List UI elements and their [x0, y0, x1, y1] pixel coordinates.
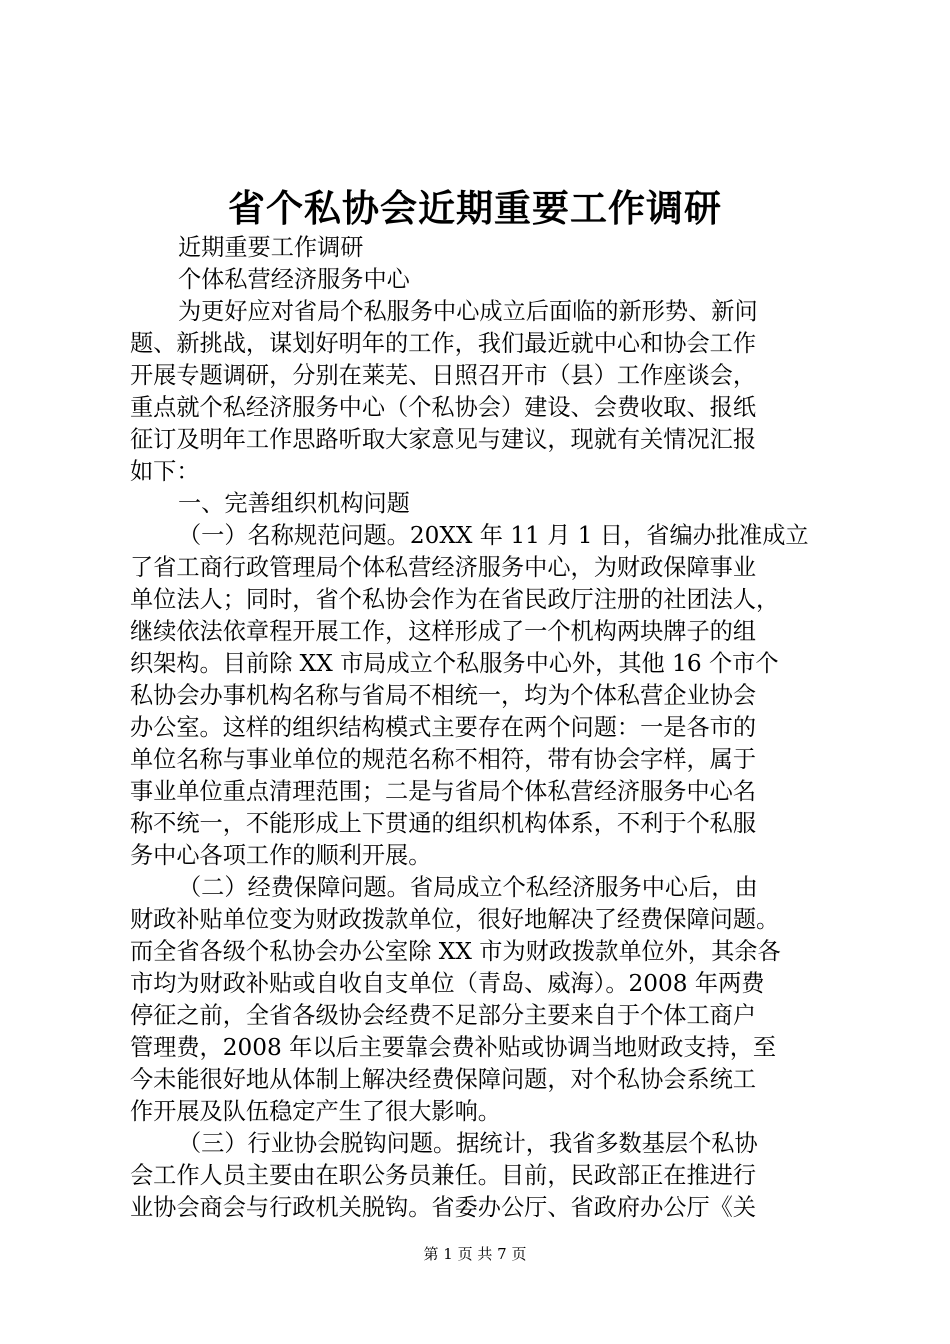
text-line: 单位法人；同时，省个私协会作为在省民政厅注册的社团法人， [130, 586, 780, 613]
text-line: 办公室。这样的组织结构模式主要存在两个问题：一是各市的 [130, 714, 757, 741]
page-footer: 第 1 页 共 7 页 [423, 1245, 527, 1263]
text-line: 为更好应对省局个私服务中心成立后面临的新形势、新问 [178, 298, 758, 325]
text-line: 如下： [130, 458, 200, 485]
text-line: 市均为财政补贴或自收自支单位（青岛、威海）。2008 年两费 [130, 970, 765, 997]
text-line: 而全省各级个私协会办公室除 XX 市为财政拨款单位外，其余各 [130, 938, 781, 965]
text-line: 管理费，2008 年以后主要靠会费补贴或协调当地财政支持，至 [130, 1034, 777, 1061]
document-title: 省个私协会近期重要工作调研 [228, 186, 722, 230]
text-line: 今未能很好地从体制上解决经费保障问题，对个私协会系统工 [130, 1066, 757, 1093]
text-line: 财政补贴单位变为财政拨款单位，很好地解决了经费保障问题。 [130, 906, 780, 933]
text-line: 私协会办事机构名称与省局不相统一，均为个体私营企业协会 [130, 682, 757, 709]
text-line: 单位名称与事业单位的规范名称不相符，带有协会字样，属于 [130, 746, 757, 773]
text-line: 开展专题调研，分别在莱芜、日照召开市（县）工作座谈会， [130, 362, 757, 389]
text-line: 个体私营经济服务中心 [178, 266, 410, 293]
text-line: 业协会商会与行政机关脱钩。省委办公厅、省政府办公厅《关 [130, 1194, 757, 1221]
text-line: 了省工商行政管理局个体私营经济服务中心，为财政保障事业 [130, 554, 757, 581]
text-line: 务中心各项工作的顺利开展。 [130, 842, 432, 869]
text-line: 织架构。目前除 XX 市局成立个私服务中心外，其他 16 个市个 [130, 650, 779, 677]
text-line: 会工作人员主要由在职公务员兼任。目前，民政部正在推进行 [130, 1162, 757, 1189]
text-line: （一）名称规范问题。20XX 年 11 月 1 日，省编办批准成立 [178, 522, 809, 549]
text-line: 停征之前，全省各级协会经费不足部分主要来自于个体工商户 [130, 1002, 757, 1029]
text-line: 题、新挑战，谋划好明年的工作，我们最近就中心和协会工作 [130, 330, 757, 357]
text-line: 一、完善组织机构问题 [178, 490, 410, 517]
document-body [130, 232, 830, 1224]
text-line: 征订及明年工作思路听取大家意见与建议，现就有关情况汇报 [130, 426, 757, 453]
text-line: 作开展及队伍稳定产生了很大影响。 [130, 1098, 501, 1125]
text-line: （三）行业协会脱钩问题。据统计，我省多数基层个私协 [178, 1130, 758, 1157]
text-line: 事业单位重点清理范围；二是与省局个体私营经济服务中心名 [130, 778, 757, 805]
text-line: （二）经费保障问题。省局成立个私经济服务中心后，由 [178, 874, 758, 901]
text-line: 近期重要工作调研 [178, 234, 364, 261]
text-line: 继续依法依章程开展工作，这样形成了一个机构两块牌子的组 [130, 618, 757, 645]
text-line: 重点就个私经济服务中心（个私协会）建设、会费收取、报纸 [130, 394, 757, 421]
text-line: 称不统一，不能形成上下贯通的组织机构体系，不利于个私服 [130, 810, 757, 837]
